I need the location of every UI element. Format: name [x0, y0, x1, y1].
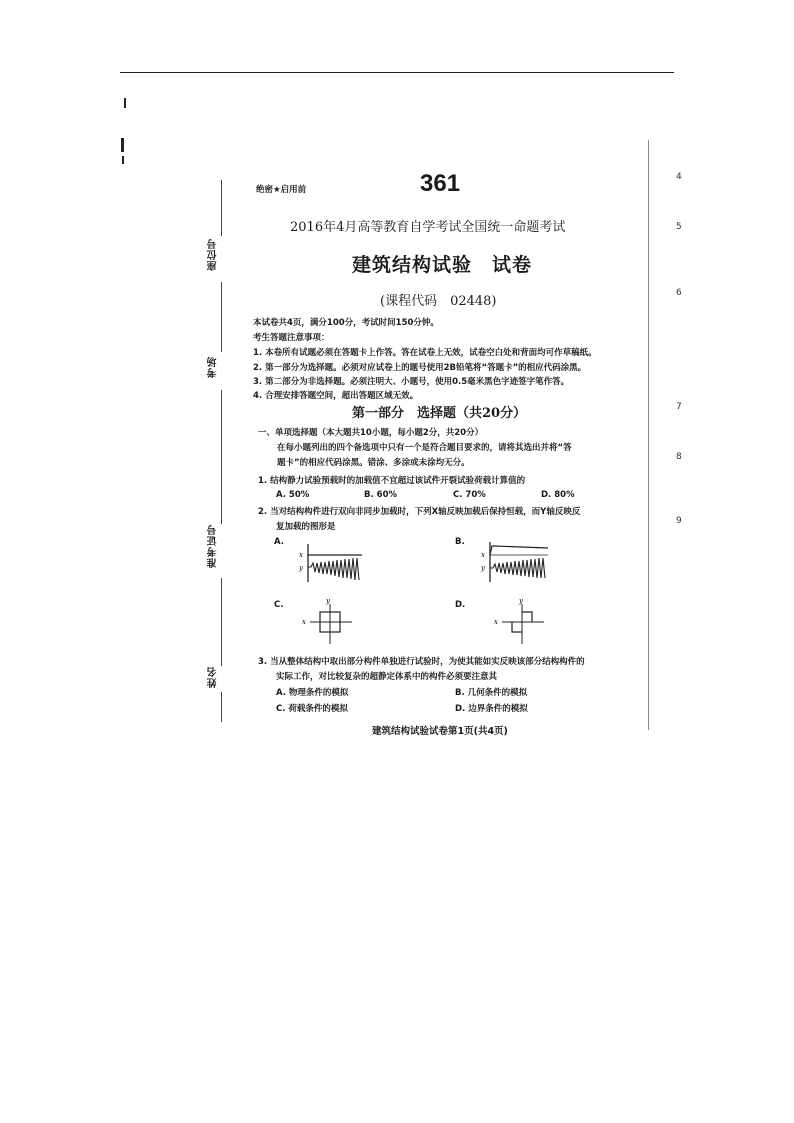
question-1-option-a: A. 50% [276, 490, 310, 500]
scan-speck [122, 156, 124, 164]
question-2-option-d: D. [455, 600, 466, 610]
course-code: (课程代码 02448) [380, 294, 497, 309]
notice-item: 4. 合理安排答题空间，超出答题区域无效。 [253, 391, 419, 401]
figure-b [478, 538, 552, 586]
figure-c-y-label: y [326, 597, 330, 605]
section-instructions: 题卡”的相应代码涂黑。错涂、多涂或未涂均无分。 [277, 458, 470, 468]
question-3-stem: 3. 当从整体结构中取出部分构件单独进行试验时，为使其能如实反映该部分结构构件的 [258, 657, 585, 667]
binding-line [221, 692, 222, 722]
paper-code: 361 [420, 170, 461, 197]
figure-b-y-label: y [481, 564, 485, 572]
edge-mark: 6 [676, 288, 682, 298]
ticket-number-label: 准考证号 [208, 524, 219, 568]
question-1-option-c: C. 70% [453, 490, 486, 500]
question-1-stem: 1. 结构静力试验预载时的加载值不宜超过该试件开裂试验荷载计算值的 [258, 476, 526, 486]
edge-mark: 5 [676, 222, 682, 232]
figure-c [300, 594, 360, 646]
question-3-option-b: B. 几何条件的模拟 [455, 688, 528, 698]
seat-number-label: 座位号 [208, 238, 219, 271]
binding-line [221, 390, 222, 524]
figure-d [492, 594, 552, 646]
section-instructions: 在每小题列出的四个备选项中只有一个是符合题目要求的，请将其选出并将“答 [277, 443, 572, 453]
question-1-option-d: D. 80% [541, 490, 575, 500]
scan-speck [124, 98, 126, 108]
edge-mark: 7 [676, 402, 682, 412]
page-footer: 建筑结构试验试卷第1页(共4页) [372, 726, 508, 737]
question-3-option-c: C. 荷载条件的模拟 [276, 704, 348, 714]
notice-item: 1. 本卷所有试题必须在答题卡上作答。答在试卷上无效，试卷空白处和背面均可作草稿纸。 [253, 348, 597, 358]
question-1-option-b: B. 60% [364, 490, 398, 500]
figure-a-y-label: y [299, 564, 303, 572]
paper-title: 建筑结构试验 试卷 [352, 254, 533, 276]
question-2-option-b: B. [455, 537, 465, 547]
venue-label: 考场 [208, 356, 219, 378]
notice-heading: 考生答题注意事项： [253, 333, 330, 343]
question-3-option-d: D. 边界条件的模拟 [455, 704, 528, 714]
question-2-option-c: C. [274, 600, 284, 610]
figure-d-x-label: x [494, 618, 498, 626]
binding-line [221, 578, 222, 666]
exam-info: 本试卷共4页，满分100分，考试时间150分钟。 [253, 318, 439, 328]
part-title: 第一部分 选择题（共20分） [352, 406, 527, 421]
edge-mark: 9 [676, 516, 682, 526]
notice-item: 3. 第二部分为非选择题。必须注明大、小题号，使用0.5毫米黑色字迹签字笔作答。 [253, 377, 570, 387]
binding-line [221, 282, 222, 352]
right-edge-line [648, 140, 649, 730]
scan-speck [121, 138, 124, 152]
edge-mark: 8 [676, 452, 682, 462]
binding-line [221, 180, 222, 236]
top-rule [120, 72, 674, 73]
question-2-stem: 2. 当对结构构件进行双向非同步加载时，下列X轴反映加载后保持恒载，而Y轴反映反 [258, 507, 581, 517]
question-3-stem: 实际工作，对比较复杂的超静定体系中的构件必须要注意其 [276, 672, 498, 682]
name-label: 姓名 [208, 666, 219, 688]
figure-a-x-label: x [299, 551, 303, 559]
notice-item: 2. 第一部分为选择题。必须对应试卷上的题号使用2B铅笔将“答题卡”的相应代码涂黑。 [253, 363, 587, 373]
exam-title: 2016年4月高等教育自学考试全国统一命题考试 [290, 220, 566, 235]
figure-a [296, 540, 368, 586]
question-2-stem: 复加载的图形是 [276, 522, 336, 532]
section-heading: 一、单项选择题（本大题共10小题，每小题2分，共20分） [258, 428, 484, 438]
figure-d-y-label: y [519, 597, 523, 605]
question-2-option-a: A. [274, 537, 284, 547]
edge-mark: 4 [676, 172, 682, 182]
figure-c-x-label: x [302, 618, 306, 626]
confidential-mark: 绝密★启用前 [256, 185, 307, 195]
figure-b-x-label: x [481, 551, 485, 559]
question-3-option-a: A. 物理条件的模拟 [276, 688, 349, 698]
